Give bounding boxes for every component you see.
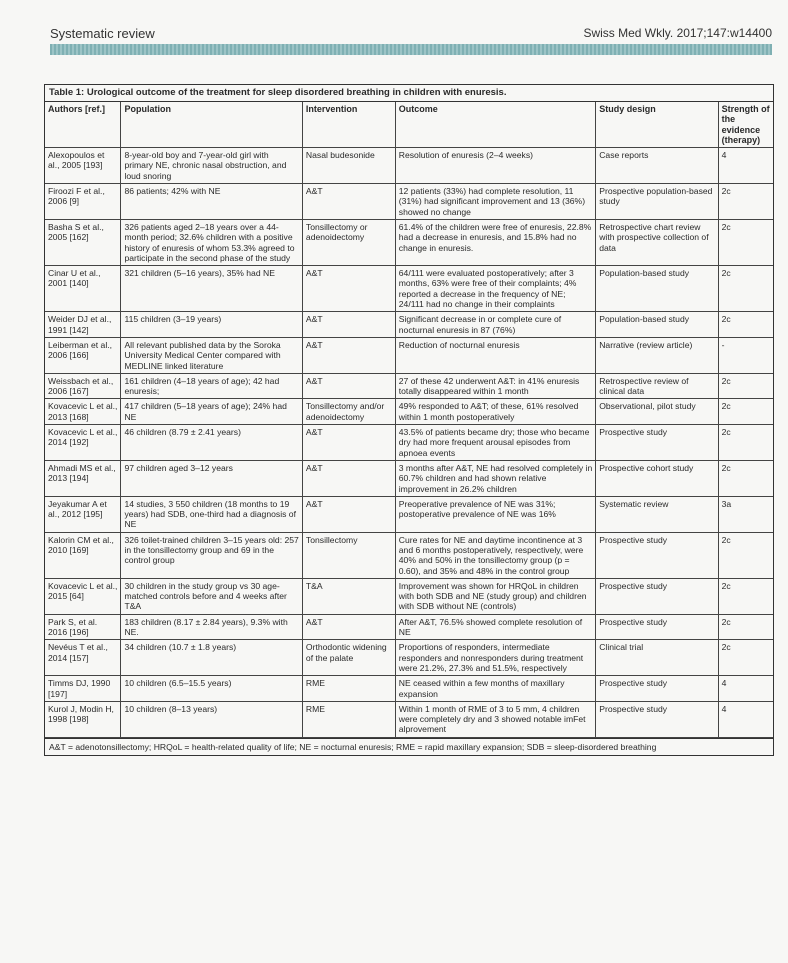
table-body [45, 148, 773, 738]
cell-outcome: Cure rates for NE and daytime incontinence at 3 and 6 months postoperatively, respectively, were 40% and 50% in the tonsillectomy group (p = 0.60), and 35% and 48% in the control group [395, 532, 595, 578]
cell-study-design: Prospective cohort study [596, 460, 718, 496]
cell-strength: 2c [718, 373, 773, 399]
cell-study-design: Narrative (review article) [596, 337, 718, 373]
cell-outcome: Within 1 month of RME of 3 to 5 mm, 4 children were completely dry and 3 showed notable imFet alprovement [395, 701, 595, 737]
cell-intervention: A&T [302, 337, 395, 373]
cell-strength: 2c [718, 425, 773, 461]
cell-population: 86 patients; 42% with NE [121, 184, 302, 220]
cell-authors: Leiberman et al., 2006 [166] [45, 337, 121, 373]
cell-study-design: Prospective population-based study [596, 184, 718, 220]
cell-authors: Kovacevic L et al., 2013 [168] [45, 399, 121, 425]
cell-intervention: RME [302, 701, 395, 737]
table-caption: Table 1: Urological outcome of the treatment for sleep disordered breathing in children with enuresis. [45, 85, 773, 102]
cell-population: 326 toilet-trained children 3–15 years old: 257 in the tonsillectomy group and 69 in the control group [121, 532, 302, 578]
table-row [45, 219, 773, 265]
cell-population: 46 children (8.79 ± 2.41 years) [121, 425, 302, 461]
cell-outcome: Resolution of enuresis (2–4 weeks) [395, 148, 595, 184]
cell-outcome: Proportions of responders, intermediate responders and nonresponders during treatment were 21.2%, 27.3% and 51.5%, respectively [395, 640, 595, 676]
cell-outcome: Reduction of nocturnal enuresis [395, 337, 595, 373]
cell-study-design: Population-based study [596, 266, 718, 312]
cell-outcome: 43.5% of patients became dry; those who became dry had more frequent arousal episodes from apnoea events [395, 425, 595, 461]
cell-authors: Alexopoulos et al., 2005 [193] [45, 148, 121, 184]
cell-outcome: 49% responded to A&T; of these, 61% resolved within 1 month postoperatively [395, 399, 595, 425]
cell-study-design: Retrospective review of clinical data [596, 373, 718, 399]
journal-citation: Swiss Med Wkly. 2017;147:w14400 [583, 26, 772, 40]
cell-strength: 2c [718, 532, 773, 578]
cell-outcome: 64/111 were evaluated postoperatively; after 3 months, 63% were free of their complaints; 4% reported a decrease in the frequency of NE; 24/111 had no change in their complaints [395, 266, 595, 312]
table-row [45, 640, 773, 676]
cell-intervention: A&T [302, 425, 395, 461]
cell-population: 115 children (3–19 years) [121, 312, 302, 338]
cell-authors: Firoozi F et al., 2006 [9] [45, 184, 121, 220]
cell-authors: Kovacevic L et al., 2015 [64] [45, 578, 121, 614]
cell-study-design: Retrospective chart review with prospective collection of data [596, 219, 718, 265]
cell-outcome: 3 months after A&T, NE had resolved completely in 60.7% children and had shown relative improvement in 26.2% children [395, 460, 595, 496]
table-row [45, 578, 773, 614]
table-row [45, 676, 773, 702]
cell-strength: 2c [718, 266, 773, 312]
cell-study-design: Prospective study [596, 578, 718, 614]
cell-outcome: 61.4% of the children were free of enuresis, 22.8% had a decrease in enuresis, and 15.8% had no change in enuresis. [395, 219, 595, 265]
header-outcome: Outcome [395, 102, 595, 148]
header-authors: Authors [ref.] [45, 102, 121, 148]
cell-outcome: Preoperative prevalence of NE was 31%; postoperative prevalence of NE was 16% [395, 496, 595, 532]
cell-intervention: Tonsillectomy and/or adenoidectomy [302, 399, 395, 425]
cell-strength: 2c [718, 640, 773, 676]
cell-authors: Cinar U et al., 2001 [140] [45, 266, 121, 312]
cell-intervention: A&T [302, 496, 395, 532]
table-header-row [45, 102, 773, 148]
cell-study-design: Observational, pilot study [596, 399, 718, 425]
cell-strength: 2c [718, 578, 773, 614]
table-row [45, 373, 773, 399]
cell-outcome: Improvement was shown for HRQoL in children with both SDB and NE (study group) and children with SDB without NE (controls) [395, 578, 595, 614]
cell-population: 10 children (6.5–15.5 years) [121, 676, 302, 702]
table-row [45, 399, 773, 425]
cell-strength: 4 [718, 701, 773, 737]
header-strength: Strength of the evidence (therapy) [718, 102, 773, 148]
cell-population: 417 children (5–18 years of age); 24% had NE [121, 399, 302, 425]
header-population: Population [121, 102, 302, 148]
cell-strength: 2c [718, 399, 773, 425]
cell-population: 161 children (4–18 years of age); 42 had enuresis; [121, 373, 302, 399]
cell-outcome: After A&T, 76.5% showed complete resolution of NE [395, 614, 595, 640]
cell-strength: - [718, 337, 773, 373]
cell-authors: Ahmadi MS et al., 2013 [194] [45, 460, 121, 496]
cell-intervention: A&T [302, 184, 395, 220]
cell-authors: Weissbach et al., 2006 [167] [45, 373, 121, 399]
cell-authors: Kalorin CM et al., 2010 [169] [45, 532, 121, 578]
cell-authors: Basha S et al., 2005 [162] [45, 219, 121, 265]
table-row [45, 337, 773, 373]
cell-study-design: Population-based study [596, 312, 718, 338]
cell-authors: Nevéus T et al., 2014 [157] [45, 640, 121, 676]
table-footnote: A&T = adenotonsillectomy; HRQoL = health-related quality of life; NE = nocturnal enuresis; RME = rapid maxillary expansion; SDB = sleep-disordered breathing [45, 738, 773, 756]
cell-strength: 2c [718, 184, 773, 220]
cell-strength: 2c [718, 460, 773, 496]
cell-population: 10 children (8–13 years) [121, 701, 302, 737]
table-row [45, 532, 773, 578]
table-row [45, 701, 773, 737]
cell-study-design: Prospective study [596, 425, 718, 461]
table-row [45, 496, 773, 532]
table-row [45, 148, 773, 184]
cell-population: 14 studies, 3 550 children (18 months to 19 years) had SDB, one-third had a diagnosis of NE [121, 496, 302, 532]
cell-outcome: Significant decrease in or complete cure of nocturnal enuresis in 87 (76%) [395, 312, 595, 338]
cell-intervention: A&T [302, 312, 395, 338]
cell-intervention: T&A [302, 578, 395, 614]
cell-population: 326 patients aged 2–18 years over a 44-month period; 32.6% children with a positive history of enuresis of whom 53.3% agreed to participate in the second phase of the study [121, 219, 302, 265]
cell-outcome: 27 of these 42 underwent A&T: in 41% enuresis totally disappeared within 1 month [395, 373, 595, 399]
cell-strength: 2c [718, 219, 773, 265]
cell-intervention: Orthodontic widening of the palate [302, 640, 395, 676]
cell-intervention: Tonsillectomy or adenoidectomy [302, 219, 395, 265]
table-container [44, 84, 774, 756]
cell-intervention: A&T [302, 460, 395, 496]
cell-study-design: Case reports [596, 148, 718, 184]
cell-authors: Kovacevic L et al., 2014 [192] [45, 425, 121, 461]
table-row [45, 460, 773, 496]
cell-population: 183 children (8.17 ± 2.84 years), 9.3% with NE. [121, 614, 302, 640]
cell-authors: Kurol J, Modin H, 1998 [198] [45, 701, 121, 737]
cell-authors: Park S, et al. 2016 [196] [45, 614, 121, 640]
outcomes-table [45, 102, 773, 738]
cell-study-design: Prospective study [596, 676, 718, 702]
cell-population: 30 children in the study group vs 30 age-matched controls before and 4 weeks after T&A [121, 578, 302, 614]
cell-intervention: A&T [302, 373, 395, 399]
cell-study-design: Prospective study [596, 701, 718, 737]
cell-intervention: A&T [302, 614, 395, 640]
cell-intervention: A&T [302, 266, 395, 312]
table-row [45, 184, 773, 220]
cell-strength: 4 [718, 148, 773, 184]
cell-authors: Jeyakumar A et al., 2012 [195] [45, 496, 121, 532]
page-header [50, 26, 772, 46]
cell-outcome: 12 patients (33%) had complete resolution, 11 (31%) had significant improvement and 13 (36%) showed no change [395, 184, 595, 220]
cell-strength: 3a [718, 496, 773, 532]
header-intervention: Intervention [302, 102, 395, 148]
header-band [50, 44, 772, 55]
cell-study-design: Clinical trial [596, 640, 718, 676]
cell-study-design: Prospective study [596, 532, 718, 578]
cell-strength: 4 [718, 676, 773, 702]
table-row [45, 312, 773, 338]
header-study-design: Study design [596, 102, 718, 148]
cell-intervention: Tonsillectomy [302, 532, 395, 578]
table-row [45, 266, 773, 312]
cell-population: 321 children (5–16 years), 35% had NE [121, 266, 302, 312]
cell-intervention: Nasal budesonide [302, 148, 395, 184]
cell-strength: 2c [718, 312, 773, 338]
cell-outcome: NE ceased within a few months of maxillary expansion [395, 676, 595, 702]
cell-authors: Weider DJ et al., 1991 [142] [45, 312, 121, 338]
cell-strength: 2c [718, 614, 773, 640]
cell-population: 34 children (10.7 ± 1.8 years) [121, 640, 302, 676]
table-row [45, 614, 773, 640]
section-title: Systematic review [50, 26, 155, 41]
cell-authors: Timms DJ, 1990 [197] [45, 676, 121, 702]
cell-study-design: Systematic review [596, 496, 718, 532]
cell-population: 8-year-old boy and 7-year-old girl with primary NE, chronic nasal obstruction, and loud snoring [121, 148, 302, 184]
cell-population: 97 children aged 3–12 years [121, 460, 302, 496]
table-row [45, 425, 773, 461]
cell-population: All relevant published data by the Soroka University Medical Center compared with MEDLINE linked literature [121, 337, 302, 373]
cell-intervention: RME [302, 676, 395, 702]
cell-study-design: Prospective study [596, 614, 718, 640]
